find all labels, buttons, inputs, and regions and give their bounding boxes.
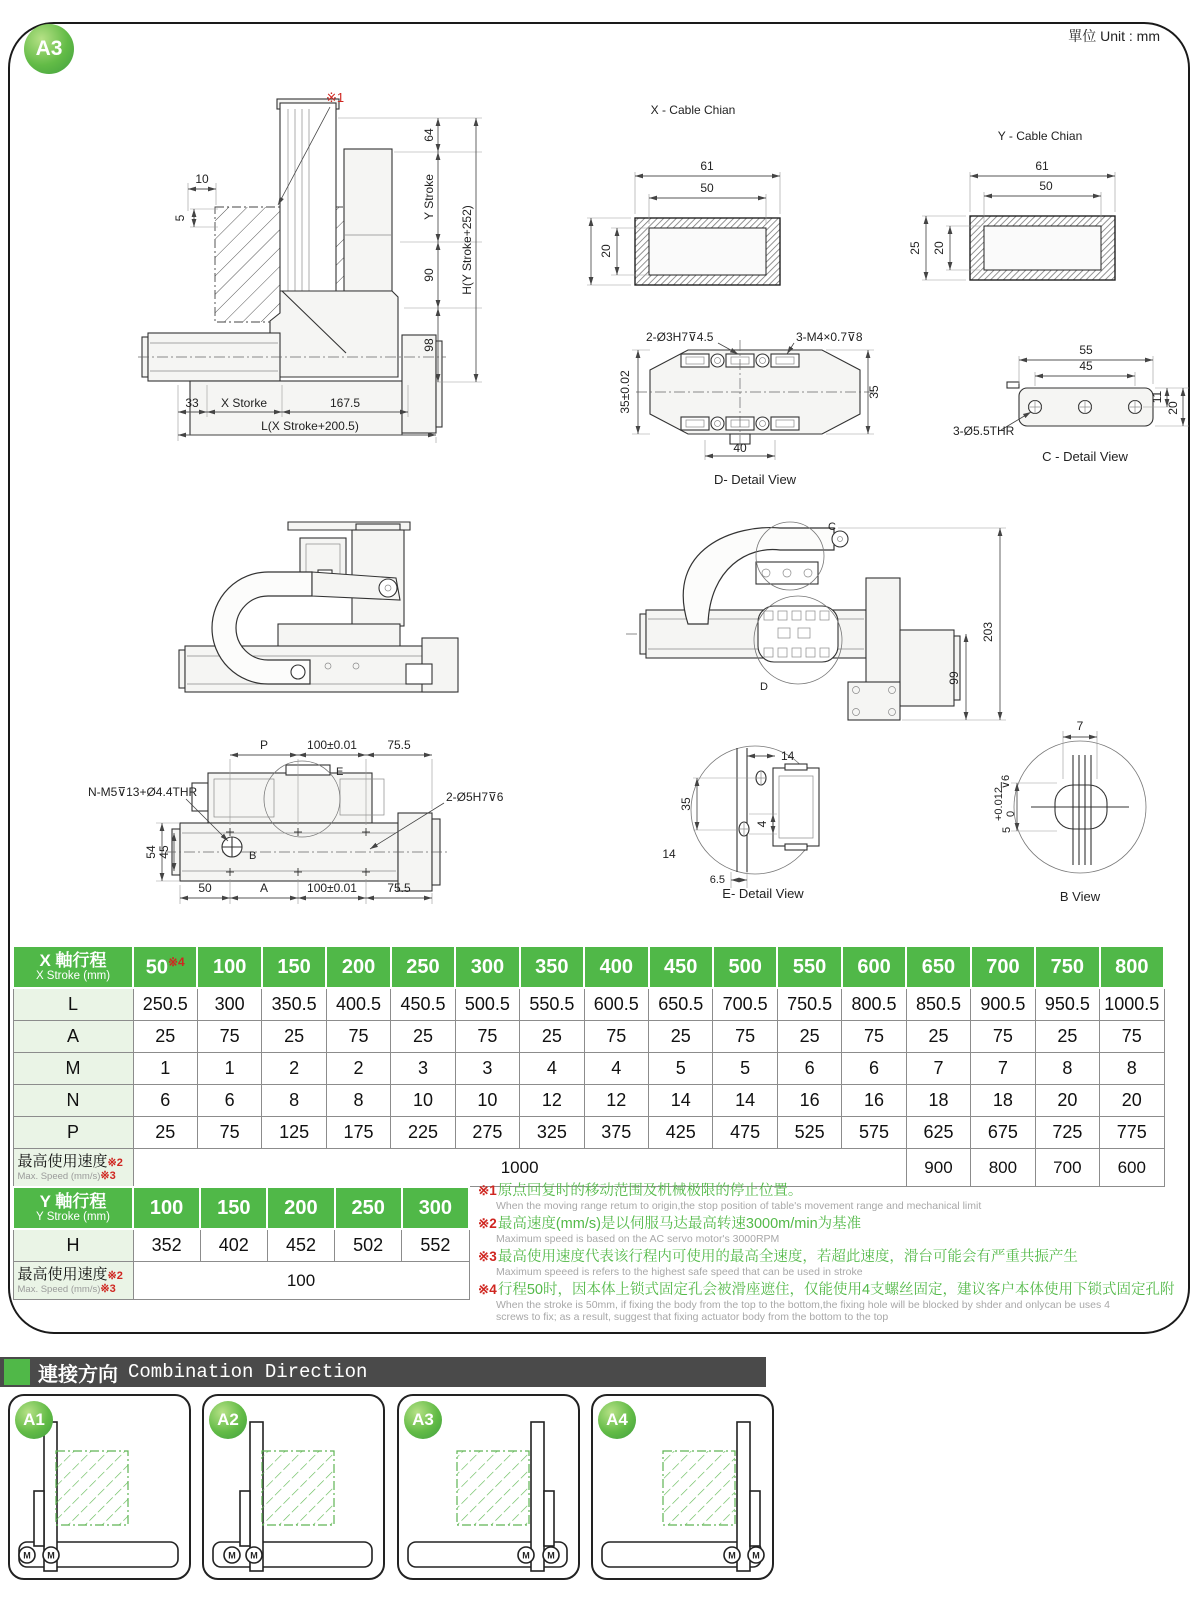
x-cable-chain-drawing (565, 100, 815, 295)
motor-label: M (250, 1550, 258, 1561)
motor-label: M (752, 1550, 760, 1561)
y-cell-H-250: 502 (335, 1229, 402, 1262)
y-col-header-250: 250 (335, 1187, 402, 1229)
motor-label: M (47, 1550, 55, 1561)
note-2 (478, 1215, 1178, 1245)
bottom-view-drawing (40, 695, 510, 910)
x-table-speed-label (13, 1149, 133, 1187)
x-cell-L-450: 650.5 (649, 988, 713, 1021)
x-cell-A-350: 25 (520, 1021, 584, 1053)
y-cable-dim-50: 50 (1039, 179, 1053, 193)
dim-167-5: 167.5 (329, 396, 361, 410)
x-col-header-250: 250 (391, 946, 455, 988)
x-cell-A-400: 75 (584, 1021, 648, 1053)
y-table-header-en: Y Stroke (mm) (36, 1211, 110, 1223)
x-col-header-350: 350 (520, 946, 584, 988)
x-cell-N-800: 20 (1100, 1085, 1164, 1117)
bottom-view-dim-100-top: 100±0.01 (307, 738, 357, 752)
note-2-en-1: Maximum speed is based on the AC servo motor's 3000RPM (496, 1233, 780, 1245)
x-cell-M-800: 8 (1100, 1053, 1164, 1085)
x-cell-M-50: 1 (133, 1053, 197, 1085)
x-cell-M-250: 3 (391, 1053, 455, 1085)
c-detail-caption: C - Detail View (1042, 449, 1128, 464)
front-view-drawing (130, 85, 520, 470)
y-col-header-300: 300 (402, 1187, 469, 1229)
x-cell-P-500: 475 (713, 1117, 777, 1149)
x-cell-L-300: 500.5 (455, 988, 519, 1021)
stroke-area-hatch (663, 1451, 735, 1525)
x-cell-A-50: 25 (133, 1021, 197, 1053)
combination-card-A2 (202, 1394, 385, 1580)
x-cell-P-100: 75 (197, 1117, 261, 1149)
x-cell-P-600: 575 (842, 1117, 906, 1149)
y-cable-chain-drawing (900, 128, 1150, 288)
x-cell-P-550: 525 (777, 1117, 841, 1149)
d-detail-hole2: 3-M4×0.7⊽8 (796, 330, 863, 344)
x-col-header-600: 600 (842, 946, 906, 988)
x-col-header-450: 450 (649, 946, 713, 988)
x-cell-N-200: 8 (326, 1085, 390, 1117)
x-cell-P-650: 625 (906, 1117, 970, 1149)
x-col-header-150: 150 (262, 946, 326, 988)
x-cell-A-600: 75 (842, 1021, 906, 1053)
x-cell-N-650: 18 (906, 1085, 970, 1117)
x-speed-650: 900 (906, 1149, 970, 1187)
top-view-dim-203: 203 (981, 621, 995, 643)
e-detail-svg (635, 730, 905, 902)
bottom-view-dim-p: P (259, 738, 269, 752)
dim-98: 98 (422, 338, 436, 352)
x-col-header-300: 300 (455, 946, 519, 988)
e-detail-dim-4: 4 (755, 820, 769, 828)
x-table-header-zh: X 軸行程 (39, 951, 107, 970)
x-cell-L-800: 1000.5 (1100, 988, 1164, 1021)
x-cell-N-500: 14 (713, 1085, 777, 1117)
x-speed-800: 600 (1100, 1149, 1164, 1187)
stroke-area-hatch (457, 1451, 529, 1525)
side-view-svg (160, 478, 470, 708)
x-cable-chain-svg (565, 100, 815, 295)
top-view-drawing (608, 482, 1018, 722)
y-table-header-row (13, 1187, 469, 1229)
x-cable-opening (649, 228, 766, 275)
x-cell-P-750: 725 (1035, 1117, 1099, 1149)
e-detail-dim-6-5: 6.5 (709, 874, 725, 886)
note-1-zh: ※1原点回复时的移动范围及机械极限的停止位置。 (478, 1183, 803, 1199)
c-detail-hole-label: 3-Ø5.5THR (953, 424, 1015, 438)
y-speed-label-zh: 最高使用速度 (17, 1265, 108, 1283)
x-cell-N-450: 14 (649, 1085, 713, 1117)
dim-h-total: H(Y Stroke+252) (460, 205, 474, 295)
front-view-geometry (138, 99, 446, 435)
bottom-view-dim-75-top: 75.5 (387, 738, 411, 752)
note-3-zh: ※3最高使用速度代表该行程内可使用的最高全速度，若超此速度，滑台可能会有严重共振产生 (478, 1249, 1078, 1265)
b-view-dim-5: 5 (1001, 826, 1013, 833)
x-cell-A-450: 25 (649, 1021, 713, 1053)
combination-title-zh: 連接方向 (38, 1363, 118, 1386)
x-col-header-400: 400 (584, 946, 648, 988)
y-row-H (13, 1229, 469, 1262)
d-detail-dim-40: 40 (733, 441, 747, 455)
x-cell-M-650: 7 (906, 1053, 970, 1085)
x-row-M (13, 1053, 1164, 1085)
y-col-header-100: 100 (133, 1187, 200, 1229)
x-cell-N-700: 18 (971, 1085, 1035, 1117)
x-speed-750: 700 (1035, 1149, 1099, 1187)
bottom-view-dim-54: 54 (144, 845, 158, 859)
y-speed-ref3: ※3 (100, 1282, 116, 1295)
x-col-header-100: 100 (197, 946, 261, 988)
x-cell-A-250: 25 (391, 1021, 455, 1053)
card-badge-A4: A4 (598, 1401, 636, 1439)
d-detail-hole1: 2-Ø3H7⊽4.5 (646, 330, 714, 344)
x-cell-N-100: 6 (197, 1085, 261, 1117)
y-speed-span: 100 (133, 1262, 469, 1300)
x-row-label-A: A (13, 1021, 133, 1053)
note-1 (478, 1182, 1178, 1212)
d-detail-caption: D- Detail View (713, 472, 797, 487)
x-row-A (13, 1021, 1164, 1053)
note-1-ref: ※1 (478, 1183, 497, 1198)
top-view-geometry (626, 528, 960, 720)
x-cell-L-600: 800.5 (842, 988, 906, 1021)
x-cable-dim-61: 61 (700, 159, 714, 173)
x-cell-L-650: 850.5 (906, 988, 970, 1021)
x-cell-N-150: 8 (262, 1085, 326, 1117)
motor-label: M (547, 1550, 555, 1561)
x-row-N (13, 1085, 1164, 1117)
dim-l-total: L(X Stroke+200.5) (261, 419, 359, 433)
x-cell-P-150: 125 (262, 1117, 326, 1149)
bottom-view-label-b: B (249, 850, 257, 862)
x-cell-M-300: 3 (455, 1053, 519, 1085)
y-table-header-label (13, 1187, 133, 1229)
x-cell-N-600: 16 (842, 1085, 906, 1117)
c-detail-drawing (935, 330, 1200, 468)
x-col-header-50: 50$^{※4}$ (133, 946, 197, 988)
x-cell-L-550: 750.5 (777, 988, 841, 1021)
b-view-tolerance-label (993, 775, 1017, 833)
d-detail-svg (590, 328, 930, 490)
dim-y-stroke: Y Stroke (422, 174, 436, 220)
y-cable-dim-61: 61 (1035, 159, 1049, 173)
x-cell-N-750: 20 (1035, 1085, 1099, 1117)
b-view-tol-plus: +0.012 (993, 787, 1005, 821)
note-4-en-2: screws to fix; as a result, suggest that fixing actuator body from the bottom to the top (496, 1311, 889, 1323)
motor-label: M (522, 1550, 530, 1561)
x-cell-N-300: 10 (455, 1085, 519, 1117)
dim-64: 64 (422, 128, 436, 142)
y-cable-dim-20: 20 (932, 241, 946, 255)
x-cell-P-300: 275 (455, 1117, 519, 1149)
combination-direction-header (0, 1357, 766, 1387)
x-cell-P-450: 425 (649, 1117, 713, 1149)
x-table-speed-row (13, 1149, 1164, 1187)
e-detail-geometry (737, 748, 819, 872)
x-cell-A-500: 75 (713, 1021, 777, 1053)
b-view-drawing (975, 715, 1175, 907)
x-cell-L-150: 350.5 (262, 988, 326, 1021)
top-view-svg (608, 482, 1018, 722)
y-table-speed-row (13, 1262, 469, 1300)
x-cell-M-150: 2 (262, 1053, 326, 1085)
b-view-caption: B View (1059, 889, 1101, 904)
y-cell-H-300: 552 (402, 1229, 469, 1262)
card-badge-A2: A2 (209, 1401, 247, 1439)
bottom-view-label-e: E (336, 766, 344, 778)
dim-90: 90 (422, 268, 436, 282)
x-speed-ref2: ※2 (107, 1156, 123, 1169)
note-4-zh: ※4行程50时，因本体上锁式固定孔会被滑座遮住，仅能使用4支螺丝固定，建议客户本体使用下锁式固定孔附 (478, 1282, 1175, 1298)
bottom-view-dim-75-bottom: 75.5 (387, 881, 411, 895)
bottom-view-svg (40, 695, 510, 910)
x-cell-P-50: 25 (133, 1117, 197, 1149)
y-speed-label-en: Max. Speed (mm/s) (17, 1283, 101, 1295)
x-stroke-table (12, 945, 1165, 1187)
x-cable-dim-20: 20 (599, 244, 613, 258)
x-table-header-row (13, 946, 1164, 988)
x-cell-L-400: 600.5 (584, 988, 648, 1021)
x-cell-L-200: 400.5 (326, 988, 390, 1021)
x-cell-L-750: 950.5 (1035, 988, 1099, 1021)
dim-10: 10 (195, 172, 209, 186)
y-table-speed-label (13, 1262, 133, 1300)
e-detail-dim-14-top: 14 (781, 749, 795, 763)
x-cell-A-300: 75 (455, 1021, 519, 1053)
combination-card-A3 (397, 1394, 580, 1580)
x-cell-N-50: 6 (133, 1085, 197, 1117)
x-cell-P-350: 325 (520, 1117, 584, 1149)
y-cable-chain-svg (900, 128, 1150, 288)
bottom-view-hole2: 2-Ø5H7⊽6 (446, 790, 504, 804)
x-table-header-en: X Stroke (mm) (35, 970, 111, 982)
top-view-label-c: C (828, 521, 836, 533)
c-detail-dim-11: 11 (1150, 390, 1164, 404)
side-view-geometry (179, 522, 458, 692)
b-view-geometry (1031, 755, 1129, 865)
green-square-icon (4, 1359, 30, 1385)
x-cell-P-250: 225 (391, 1117, 455, 1149)
b-view-svg (975, 715, 1175, 907)
bottom-view-hole1: N-M5⊽13+Ø4.4THR (88, 785, 198, 799)
x-cable-title: X - Cable Chian (650, 103, 736, 117)
x-cell-L-250: 450.5 (391, 988, 455, 1021)
y-table-header-zh: Y 軸行程 (39, 1192, 107, 1211)
motor-label: M (23, 1550, 31, 1561)
x-cell-P-700: 675 (971, 1117, 1035, 1149)
x-speed-span: 1000 (133, 1149, 906, 1187)
x-cell-N-400: 12 (584, 1085, 648, 1117)
x-cell-M-350: 4 (520, 1053, 584, 1085)
x-cell-M-450: 5 (649, 1053, 713, 1085)
x-cell-A-750: 25 (1035, 1021, 1099, 1053)
b-view-tol-zero: 0 (1005, 810, 1017, 817)
top-view-dim-99: 99 (947, 671, 961, 685)
x-cell-M-550: 6 (777, 1053, 841, 1085)
x-speed-700: 800 (971, 1149, 1035, 1187)
x-speed-ref3: ※3 (100, 1169, 116, 1182)
x-col-header-650: 650 (906, 946, 970, 988)
x-cell-A-200: 75 (326, 1021, 390, 1053)
x-cell-M-700: 7 (971, 1053, 1035, 1085)
motor-label: M (228, 1550, 236, 1561)
note-4 (478, 1281, 1178, 1323)
y-cable-title: Y - Cable Chian (997, 129, 1083, 143)
x-cell-L-100: 300 (197, 988, 261, 1021)
x-cell-N-350: 12 (520, 1085, 584, 1117)
dim-5: 5 (173, 214, 187, 222)
note-ref-1: ※1 (325, 90, 345, 105)
combination-card-A1 (8, 1394, 191, 1580)
footnotes (478, 1182, 1178, 1326)
note-1-en-1: When the moving range retum to origin,the stop position of table's movement range and mechanical limit (496, 1200, 982, 1212)
note-4-ref: ※4 (478, 1282, 497, 1297)
y-cell-H-150: 402 (200, 1229, 267, 1262)
x-cell-P-200: 175 (326, 1117, 390, 1149)
bottom-view-dim-45: 45 (157, 845, 171, 859)
x-cell-M-200: 2 (326, 1053, 390, 1085)
e-detail-caption: E- Detail View (722, 886, 804, 901)
stroke-area-hatch (262, 1451, 334, 1525)
x-col-header-500: 500 (713, 946, 777, 988)
x-col-header-800: 800 (1100, 946, 1164, 988)
combination-title-en: Combination Direction (128, 1361, 368, 1383)
side-view-drawing (160, 478, 470, 708)
note-4-en-1: When the stroke is 50mm, if fixing the body from the top to the bottom,the fixing hole will be blocked by shder and onlycan be uses 4 (496, 1299, 1111, 1311)
x-row-P (13, 1117, 1164, 1149)
x-cell-M-500: 5 (713, 1053, 777, 1085)
x-speed-label-zh: 最高使用速度 (17, 1152, 108, 1170)
x-speed-label-en: Max. Speed (mm/s) (17, 1170, 101, 1182)
y-cell-H-200: 452 (267, 1229, 334, 1262)
stroke-area-hatch (56, 1451, 128, 1525)
c-detail-dim-55: 55 (1079, 343, 1093, 357)
unit-label: 單位 Unit : mm (1068, 28, 1160, 44)
top-view-label-d: D (760, 681, 768, 693)
x-col-header-200: 200 (326, 946, 390, 988)
x-cell-M-400: 4 (584, 1053, 648, 1085)
x-table-header-label (13, 946, 133, 988)
x-cell-M-600: 6 (842, 1053, 906, 1085)
x-cable-dim-50: 50 (700, 181, 714, 195)
x-cell-N-550: 16 (777, 1085, 841, 1117)
x-cell-A-150: 25 (262, 1021, 326, 1053)
x-row-label-M: M (13, 1053, 133, 1085)
dim-33: 33 (185, 396, 199, 410)
y-speed-ref2: ※2 (107, 1269, 123, 1282)
x-row-label-P: P (13, 1117, 133, 1149)
dim-x-stroke: X Storke (220, 396, 268, 410)
x-cell-M-750: 8 (1035, 1053, 1099, 1085)
e-detail-dim-14-left: 14 (662, 847, 676, 861)
x-cell-P-800: 775 (1100, 1117, 1164, 1149)
y-cable-dim-25: 25 (908, 241, 922, 255)
page-badge: A3 (24, 24, 74, 74)
x-col-header-750: 750 (1035, 946, 1099, 988)
x-cell-N-250: 10 (391, 1085, 455, 1117)
y-stroke-table (12, 1186, 470, 1300)
x-row-label-L: L (13, 988, 133, 1021)
bottom-view-dim-100-bottom: 100±0.01 (307, 881, 357, 895)
x-cell-A-700: 75 (971, 1021, 1035, 1053)
bottom-view-geometry (165, 765, 448, 891)
x-cell-M-100: 1 (197, 1053, 261, 1085)
b-view-depth: ⊽6 (1000, 774, 1012, 789)
x-cell-L-50: 250.5 (133, 988, 197, 1021)
y-col-header-150: 150 (200, 1187, 267, 1229)
y-cell-H-100: 352 (133, 1229, 200, 1262)
note-3 (478, 1248, 1178, 1278)
d-detail-dim-35: 35 (867, 385, 881, 399)
x-cell-L-700: 900.5 (971, 988, 1035, 1021)
x-row-label-N: N (13, 1085, 133, 1117)
d-detail-dim-35t: 35±0.02 (618, 370, 632, 414)
y-row-label-H: H (13, 1229, 133, 1262)
c-detail-dim-45: 45 (1079, 359, 1093, 373)
y-cable-opening (984, 226, 1101, 270)
x-col-header-550: 550 (777, 946, 841, 988)
note-2-zh: ※2最高速度(mm/s)是以伺服马达最高转速3000m/min为基准 (478, 1216, 862, 1232)
e-detail-drawing (635, 730, 905, 902)
x-cell-A-550: 25 (777, 1021, 841, 1053)
c-detail-svg (935, 330, 1200, 468)
front-view-svg (130, 85, 520, 470)
card-badge-A1: A1 (15, 1401, 53, 1439)
x-row-L (13, 988, 1164, 1021)
bottom-view-dim-a: A (259, 881, 269, 895)
x-col-header-700: 700 (971, 946, 1035, 988)
x-cell-L-500: 700.5 (713, 988, 777, 1021)
d-detail-drawing (590, 328, 930, 490)
x-cell-A-650: 25 (906, 1021, 970, 1053)
y-col-header-200: 200 (267, 1187, 334, 1229)
motor-label: M (728, 1550, 736, 1561)
note-3-ref: ※3 (478, 1249, 497, 1264)
x-cell-A-100: 75 (197, 1021, 261, 1053)
x-cell-L-350: 550.5 (520, 988, 584, 1021)
e-detail-dim-35: 35 (679, 797, 693, 811)
x-cell-A-800: 75 (1100, 1021, 1164, 1053)
card-badge-A3: A3 (404, 1401, 442, 1439)
x-cell-P-400: 375 (584, 1117, 648, 1149)
b-view-dim-7: 7 (1076, 719, 1084, 733)
note-2-ref: ※2 (478, 1216, 497, 1231)
note-3-en-1: Maximum speeed is refers to the highest safe speed that can be used in stroke (496, 1266, 863, 1278)
bottom-view-dim-50: 50 (198, 881, 212, 895)
combination-card-A4 (591, 1394, 774, 1580)
c-detail-dim-20: 20 (1166, 401, 1180, 415)
